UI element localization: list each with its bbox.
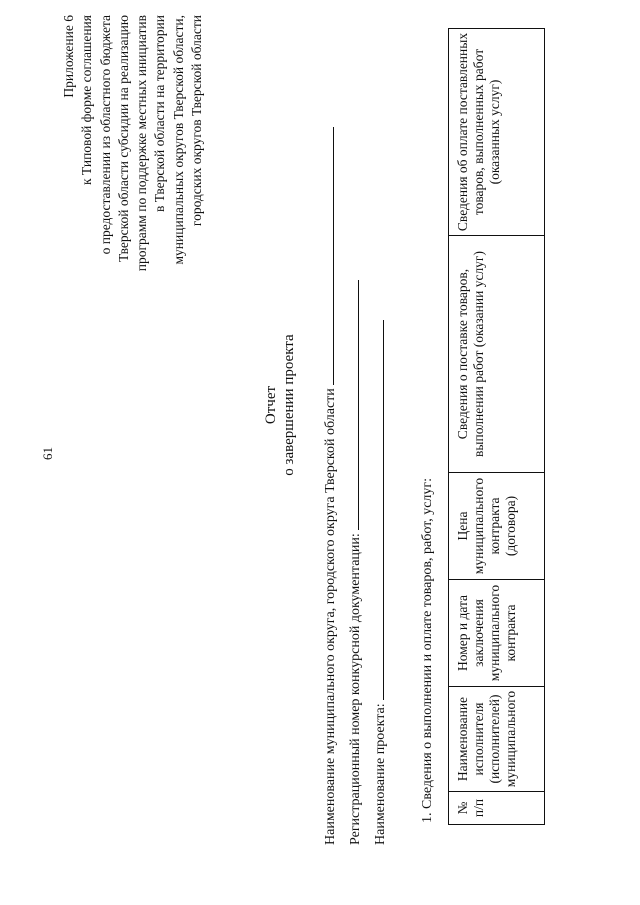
col-contract-price: Цена муниципального контракта (договора) [449, 473, 545, 580]
appendix-line: о предоставлении из областного бюджета [97, 15, 113, 255]
col-payment-info: Сведения об оплате поставленных товаров, выполненных работ (оказанных услуг) [449, 29, 545, 236]
report-subtitle: о завершении проекта [281, 334, 297, 476]
appendix-line: Приложение 6 [61, 15, 76, 98]
appendix-line: в Тверской области на территории [152, 15, 168, 212]
project-name-label: Наименование проекта: [373, 703, 388, 845]
appendix-line: городских округов Тверской области [189, 15, 205, 227]
report-title-block [262, 205, 298, 605]
municipality-label: Наименование муниципального округа, городского округа Тверской области [323, 388, 338, 845]
works-table [448, 28, 545, 825]
report-title: Отчет [263, 385, 279, 425]
col-contractor: Наименование исполнителя (исполнителей) муниципального [449, 687, 545, 792]
registration-label: Регистрационный номер конкурсной документации: [348, 533, 363, 845]
appendix-note [60, 15, 206, 315]
project-name-field [370, 320, 389, 845]
municipality-blank [320, 127, 334, 385]
page-number: 61 [40, 447, 55, 460]
municipality-field [320, 127, 339, 845]
appendix-line: к Типовой форме соглашения [79, 15, 95, 185]
col-number: № п/п [449, 792, 545, 825]
section-title: 1. Сведения о выполнении и оплате товаров, работ, услуг: [420, 477, 435, 823]
table-header-row [449, 29, 545, 825]
registration-blank [345, 280, 359, 530]
project-name-blank [370, 320, 384, 700]
col-delivery-info: Сведения о поставке товаров, выполнении работ (оказании услуг) [449, 236, 545, 473]
registration-field [345, 280, 364, 845]
col-contract-date: Номер и дата заключения муниципального контракта [449, 580, 545, 687]
appendix-line: Тверской области субсидии на реализацию [115, 15, 131, 262]
appendix-line: муниципальных округов Тверской области, [170, 15, 186, 265]
appendix-line: программ по поддержке местных инициатив [134, 15, 150, 272]
